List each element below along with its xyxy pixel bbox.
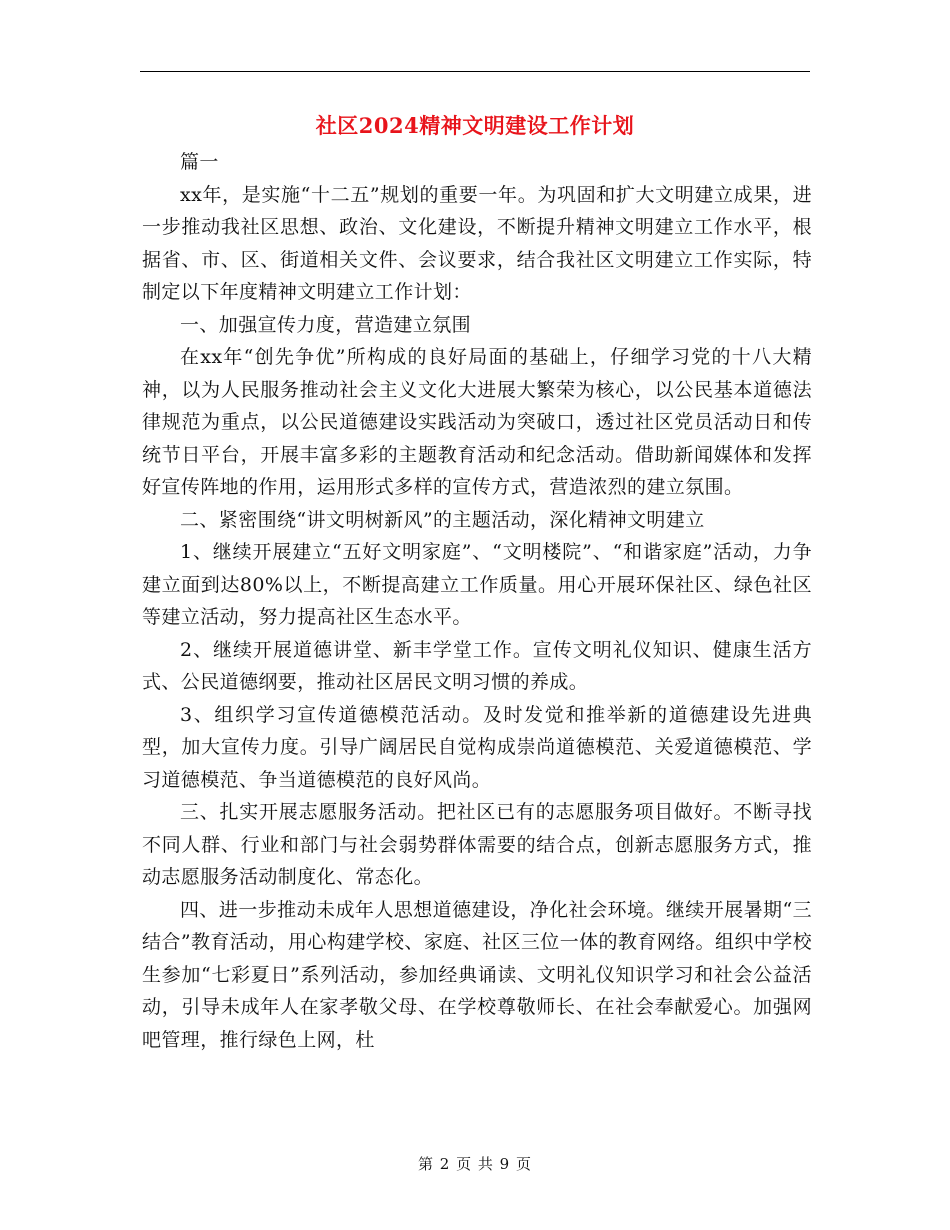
paragraph-section-3: 三、扎实开展志愿服务活动。把社区已有的志愿服务项目做好。不断寻找不同人群、行业和部门与社会弱势群体需要的结合点，创新志愿服务方式，推动志愿服务活动制度化、常态化。 <box>142 801 812 888</box>
section-label: 篇一 <box>180 151 219 173</box>
paragraph-section-1: 在xx年“创先争优”所构成的良好局面的基础上，仔细学习党的十八大精神，以为人民服务推动社会主义文化大进展大繁荣为核心，以公民基本道德法律规范为重点，以公民道德建设实践活动为突破口，透过社区党员活动日和传统节日平台，开展丰富多彩的主题教育活动和纪念活动。借助新闻媒体和发挥好宣传阵地的作用，运用形式多样的宣传方式，营造浓烈的建立氛围。 <box>142 346 812 498</box>
paragraph-item-1: 1、继续开展建立“五好文明家庭”、“文明楼院”、“和谐家庭”活动，力争建立面到达80%以上，不断提高建立工作质量。用心开展环保社区、绿色社区等建立活动，努力提高社区生态水平。 <box>142 541 812 628</box>
paragraph-intro: xx年，是实施“十二五”规划的重要一年。为巩固和扩大文明建立成果，进一步推动我社区思想、政治、文化建设，不断提升精神文明建立工作水平，根据省、市、区、街道相关文件、会议要求，结合我社区文明建立工作实际，特制定以下年度精神文明建立工作计划： <box>142 183 812 303</box>
heading-section-1: 一、加强宣传力度，营造建立氛围 <box>180 313 472 336</box>
paragraph-section-4: 四、进一步推动未成年人思想道德建设，净化社会环境。继续开展暑期“三结合”教育活动，用心构建学校、家庭、社区三位一体的教育网络。组织中学校生参加“七彩夏日”系列活动，参加经典诵读、文明礼仪知识学习和社会公益活动，引导未成年人在家孝敬父母、在学校尊敬师长、在社会奉献爱心。加强网吧管理，推行绿色上网，杜 <box>142 898 812 1051</box>
page-footer: 第 2 页 共 9 页 <box>418 1155 532 1173</box>
header-rule <box>140 71 810 72</box>
document-body <box>142 146 812 1056</box>
paragraph-item-2: 2、继续开展道德讲堂、新丰学堂工作。宣传文明礼仪知识、健康生活方式、公民道德纲要，推动社区居民文明习惯的养成。 <box>142 638 812 693</box>
heading-section-2: 二、紧密围绕“讲文明树新风”的主题活动，深化精神文明建立 <box>180 508 705 531</box>
paragraph-item-3: 3、组织学习宣传道德模范活动。及时发觉和推举新的道德建设先进典型，加大宣传力度。引导广阔居民自觉构成崇尚道德模范、关爱道德模范、学习道德模范、争当道德模范的良好风尚。 <box>142 703 812 791</box>
document-title: 社区2024精神文明建设工作计划 <box>315 113 635 138</box>
